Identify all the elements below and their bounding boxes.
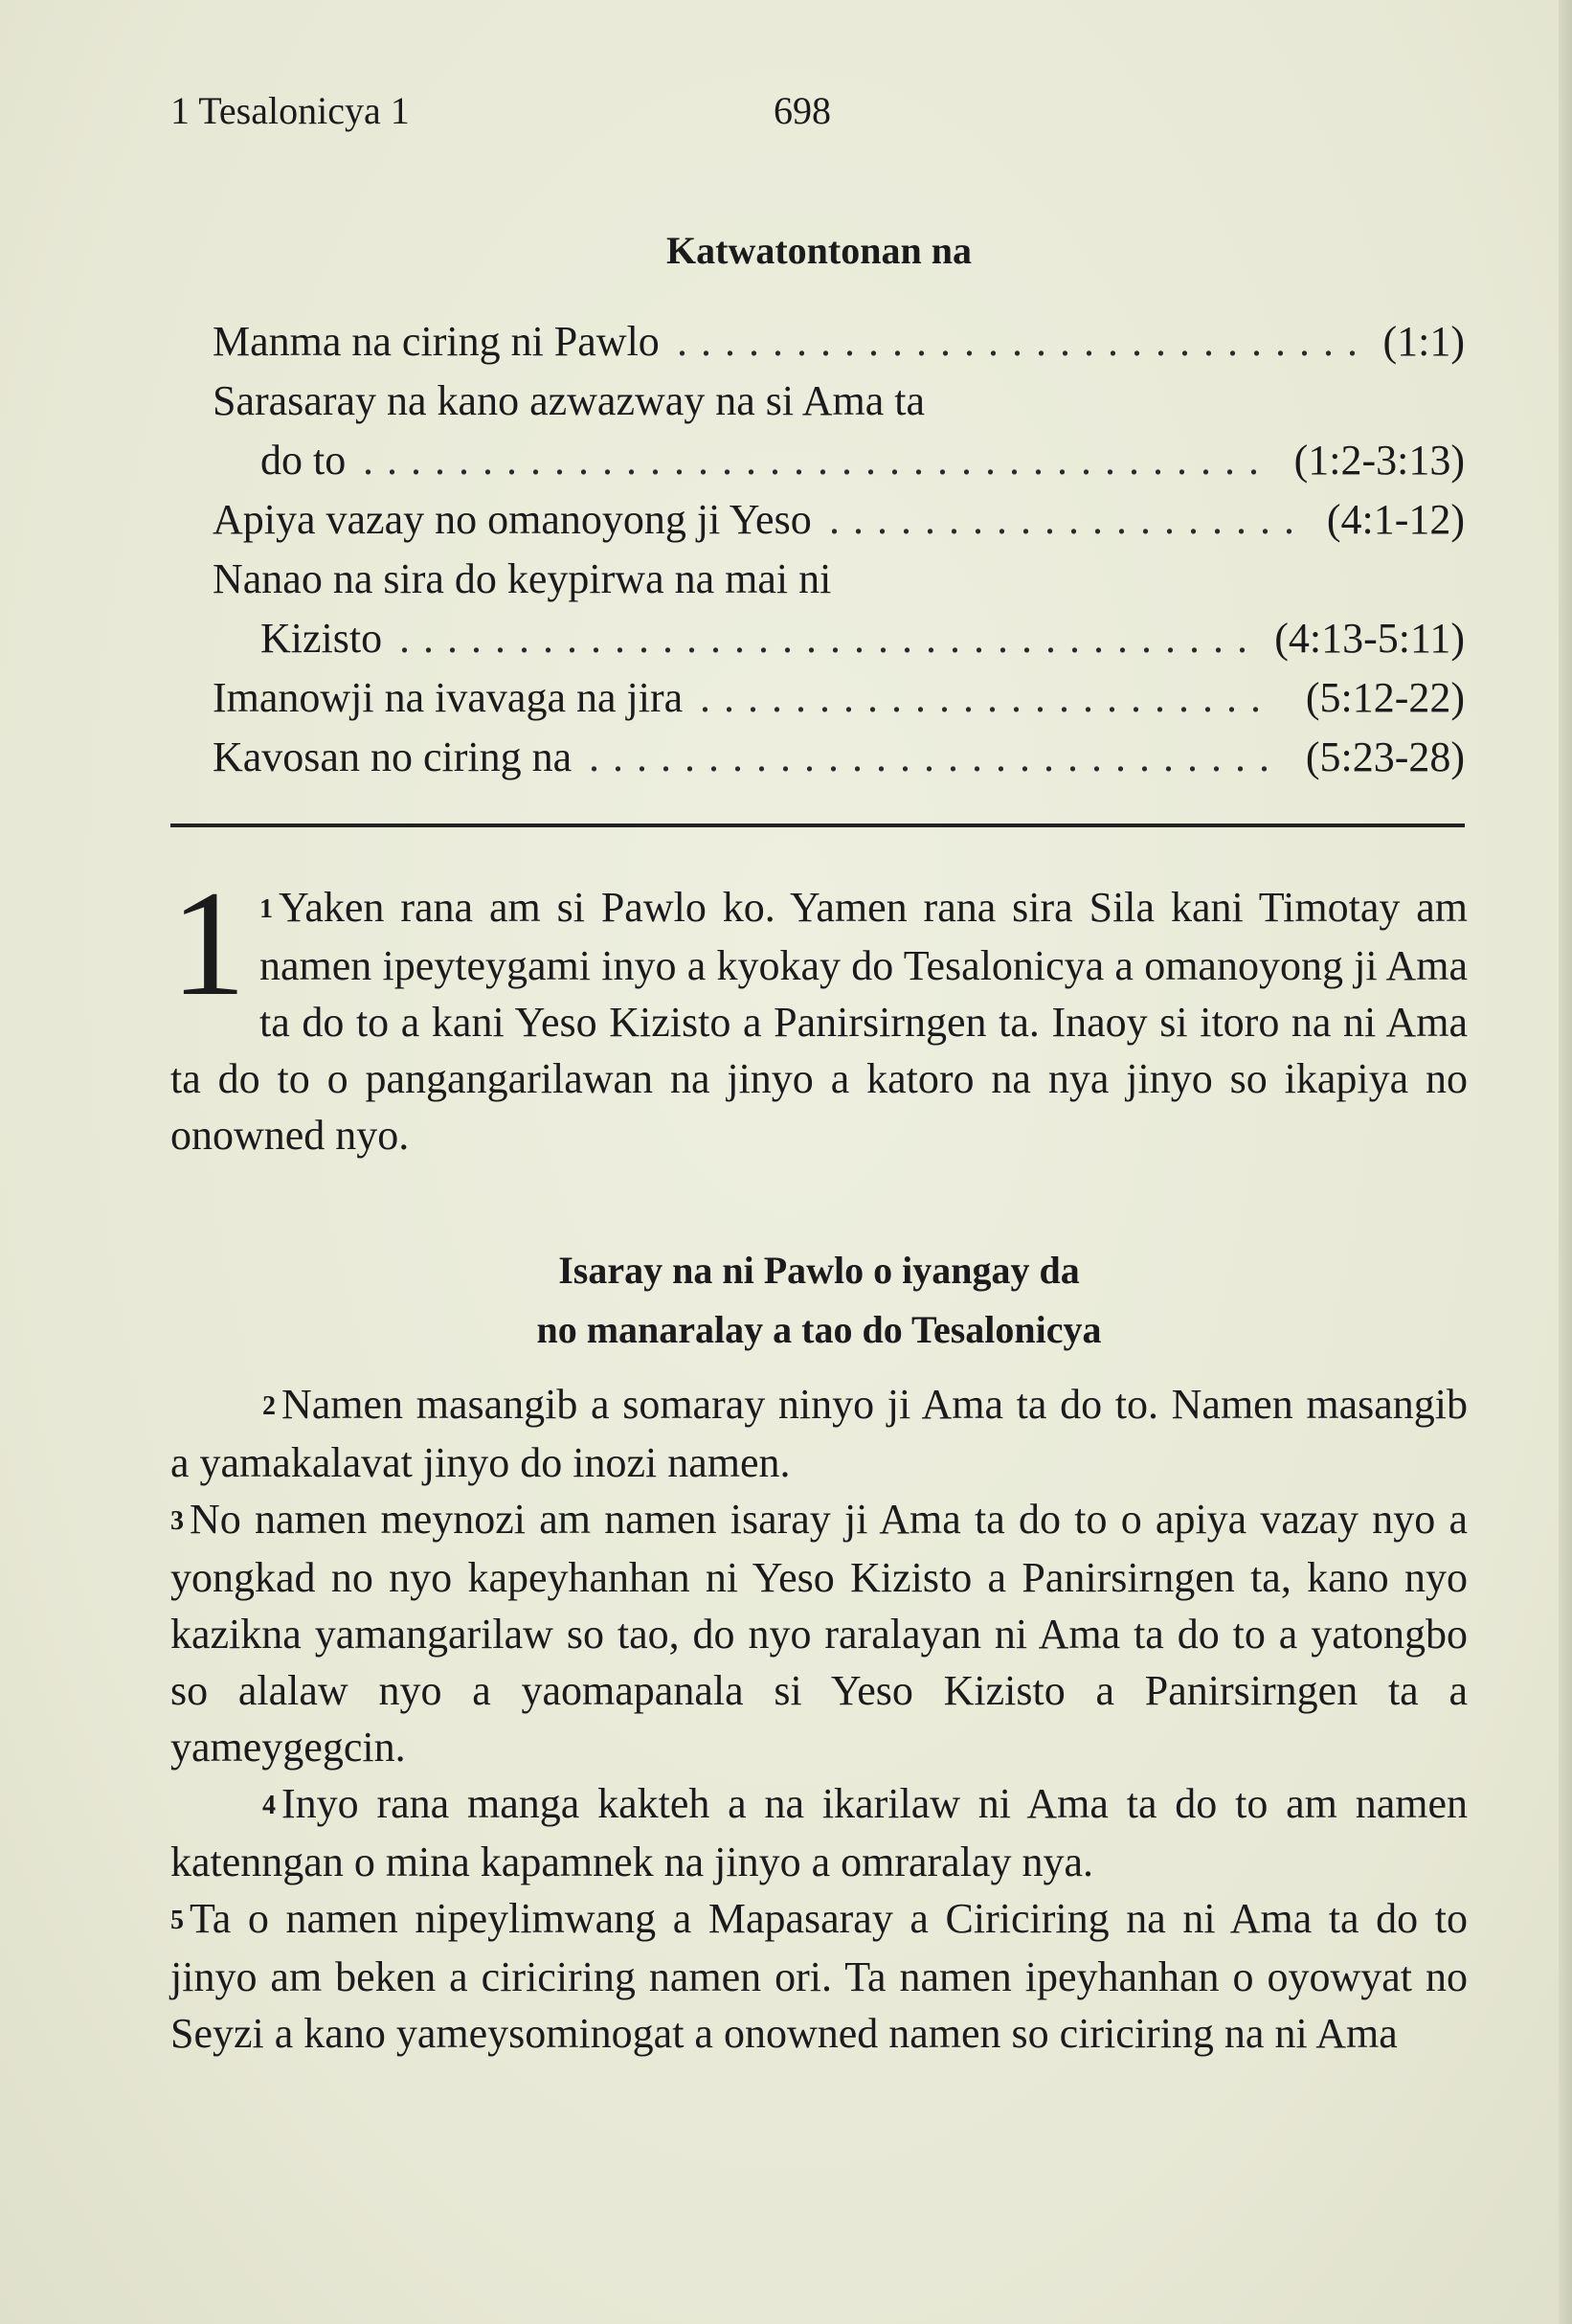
chapter-opening-paragraph bbox=[170, 860, 1468, 1163]
page-edge bbox=[1559, 0, 1572, 2324]
verse-paragraph bbox=[170, 1775, 1468, 1890]
toc-entry-reference: (4:13-5:11) bbox=[1274, 615, 1465, 662]
section-heading-line: no manaralay a tao do Tesalonicya bbox=[536, 1308, 1102, 1351]
toc-leader-dots: ............................. bbox=[677, 318, 1371, 365]
toc-row bbox=[213, 728, 1465, 787]
verse-text: No namen meynozi am namen isaray ji Ama ta do to o apiya vazay nyo a yongkad no nyo kapeyhanhan ni Yeso Kizisto a Panirsirngen ta, kano nyo kazikna yamangarilaw so tao, do nyo raralayan ni Ama ta do to a yatongbo so alalaw nyo a yaomapanala si Yeso Kizisto a Panirsirngen ta a yameygegcin. bbox=[170, 1496, 1468, 1771]
table-of-contents bbox=[213, 312, 1465, 787]
verses-block bbox=[170, 1376, 1468, 2062]
page-number: 698 bbox=[774, 89, 831, 132]
verse-text: Namen masangib a somaray ninyo ji Ama ta do to. Namen masangib a yamakalavat jinyo do inozi namen. bbox=[170, 1381, 1468, 1486]
toc-row bbox=[213, 312, 1465, 372]
verse-number: 3 bbox=[170, 1506, 184, 1536]
running-header bbox=[170, 88, 1472, 146]
toc-entry-label: do to bbox=[260, 437, 347, 484]
toc-entry-label: Sarasaray na kano azwazway na si Ama ta bbox=[213, 377, 926, 424]
toc-entry-label: Kavosan no ciring na bbox=[213, 733, 573, 780]
verse-number: 1 bbox=[259, 894, 273, 924]
verse-number: 5 bbox=[170, 1906, 184, 1935]
section-divider bbox=[170, 824, 1465, 827]
toc-entry-reference: (1:2-3:13) bbox=[1293, 437, 1465, 484]
toc-entry-label: Imanowji na ivavaga na jira bbox=[213, 674, 684, 721]
verse-text: Ta o namen nipeylimwang a Mapasaray a Ciriciring na ni Ama ta do to jinyo am beken a ciriciring namen ori. Ta namen ipeyhanhan o oyowyat no Seyzi a kano yameysominogat a onowned namen so ciriciring na ni Ama bbox=[170, 1895, 1468, 2057]
section-heading-line: Isaray na ni Pawlo o iyangay da bbox=[558, 1249, 1080, 1292]
toc-row bbox=[213, 668, 1465, 728]
toc-row bbox=[213, 431, 1465, 490]
toc-row bbox=[213, 372, 1465, 431]
verse-paragraph bbox=[170, 1376, 1468, 1491]
toc-entry-label: Manma na ciring ni Pawlo bbox=[213, 318, 660, 365]
chapter-number: 1 bbox=[170, 860, 246, 1027]
toc-row bbox=[213, 550, 1465, 609]
verse-number: 4 bbox=[262, 1791, 276, 1820]
verse-paragraph bbox=[170, 1491, 1468, 1775]
verse-paragraph bbox=[170, 1890, 1468, 2062]
toc-entry-reference: (4:1-12) bbox=[1326, 496, 1465, 543]
toc-leader-dots: ...................................... bbox=[363, 437, 1272, 484]
toc-row bbox=[213, 609, 1465, 668]
toc-entry-label: Kizisto bbox=[260, 615, 383, 662]
toc-leader-dots: .................................... bbox=[399, 615, 1261, 662]
toc-leader-dots: ............................. bbox=[589, 733, 1283, 780]
toc-leader-dots: ........................ bbox=[700, 674, 1274, 721]
toc-row bbox=[213, 490, 1465, 550]
toc-entry-reference: (1:1) bbox=[1382, 318, 1465, 365]
section-heading bbox=[170, 1241, 1468, 1360]
toc-entry-reference: (5:12-22) bbox=[1305, 674, 1465, 721]
verse-text: Inyo rana manga kakteh a na ikarilaw ni Ama ta do to am namen katenngan o mina kapamnek na jinyo a omraralay nya. bbox=[170, 1780, 1468, 1885]
toc-entry-reference: (5:23-28) bbox=[1305, 733, 1465, 780]
toc-leader-dots: .................... bbox=[829, 496, 1308, 543]
toc-title: Katwatontonan na bbox=[666, 229, 972, 272]
book-reference: 1 Tesalonicya 1 bbox=[170, 89, 410, 132]
verse-text: Yaken rana am si Pawlo ko. Yamen rana sira Sila kani Timotay am namen ipeyteygami inyo a kyokay do Tesalonicya a omanoyong ji Ama ta do to a kani Yeso Kizisto a Panirsirngen ta. Inaoy si itoro na ni Ama ta do to o pangangarilawan na jinyo a katoro na nya jinyo so ikapiya no onowned nyo. bbox=[170, 884, 1468, 1159]
toc-entry-label: Nanao na sira do keypirwa na mai ni bbox=[213, 555, 832, 602]
verse-number: 2 bbox=[262, 1391, 276, 1421]
toc-entry-label: Apiya vazay no omanoyong ji Yeso bbox=[213, 496, 812, 543]
